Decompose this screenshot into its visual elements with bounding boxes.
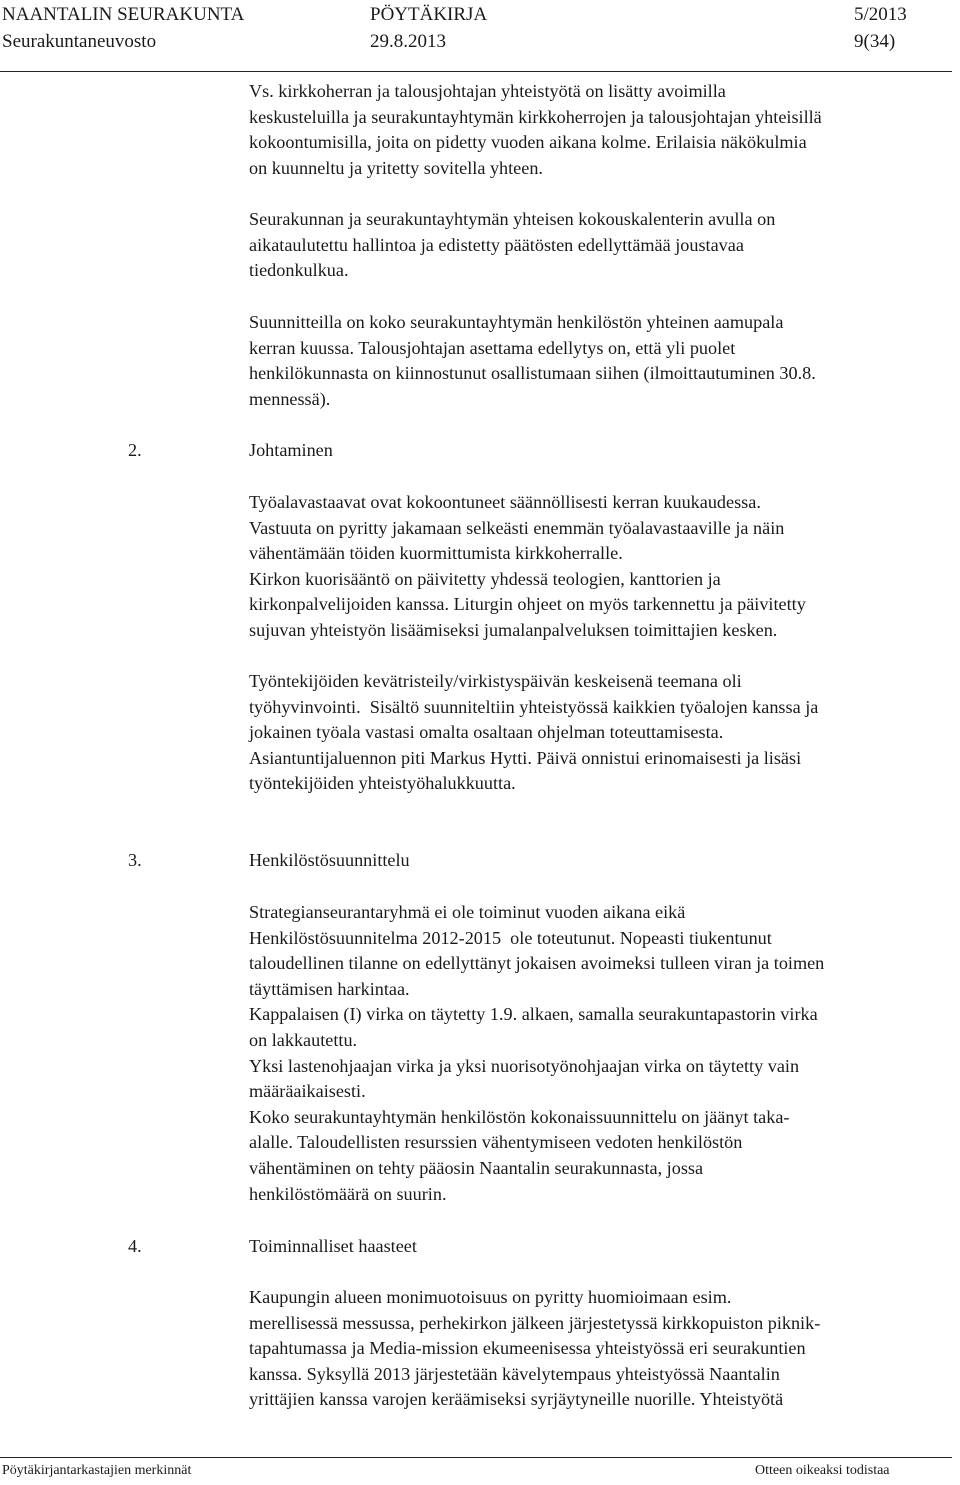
meeting-date: 29.8.2013 bbox=[370, 31, 446, 52]
section-4-title: Toiminnalliset haasteet bbox=[249, 1236, 417, 1256]
page-number: 9(34) bbox=[854, 31, 896, 52]
section-3-number: 3. bbox=[128, 850, 142, 870]
section-4-number: 4. bbox=[128, 1236, 142, 1256]
document-type: PÖYTÄKIRJA bbox=[370, 4, 488, 25]
meeting-body: Seurakuntaneuvosto bbox=[2, 31, 157, 52]
intro-paragraph-2: Seurakunnan ja seurakuntayhtymän yhteisen kokouskalenterin avulla on aikataulutettu hallintoa ja edistetty päätösten edellyttämää joustavaa tiedonkulkua. bbox=[249, 209, 776, 281]
footer-rule bbox=[0, 1457, 952, 1458]
section-2-number: 2. bbox=[128, 440, 142, 460]
intro-paragraph-1: Vs. kirkkoherran ja talousjohtajan yhteistyötä on lisätty avoimilla keskusteluilla ja seurakuntayhtymän kirkkoherrojen ja talousjohtajan yhteisillä kokoontumisilla, joita on pidetty vuoden aikana kolme. Erilaisia näkökulmia on kuunneltu ja yritetty sovitella yhteen. bbox=[249, 81, 822, 178]
footer-certification-note: Otteen oikeaksi todistaa bbox=[755, 1463, 890, 1478]
section-2-paragraph-2: Työntekijöiden kevätristeily/virkistyspäivän keskeisenä teemana oli työhyvinvointi. Sisältö suunniteltiin yhteistyössä kaikkien työalojen kanssa ja jokainen työala vastasi omalta osaltaan ohjelman toteuttamisesta. Asiantuntijaluennon piti Markus Hytti. Päivä onnistui erinomaisesti ja lisäsi työntekijöiden yhteistyöhalukkuutta. bbox=[249, 671, 819, 794]
organization-name: NAANTALIN SEURAKUNTA bbox=[2, 4, 245, 25]
section-2-title: Johtaminen bbox=[249, 440, 333, 460]
document-number: 5/2013 bbox=[854, 4, 907, 25]
section-4-paragraph-1: Kaupungin alueen monimuotoisuus on pyritty huomioimaan esim. merellisessä messussa, perhekirkon jälkeen järjestetyssä kirkkopuiston piknik- tapahtumassa ja Media-mission ekumeenisessa yhteistyössä eri seurakuntien kanssa. Syksyllä 2013 järjestetään kävelytempaus yhteistyössä Naantalin yrittäjien kanssa varojen keräämiseksi syrjäytyneille nuorille. Yhteistyötä bbox=[249, 1287, 821, 1410]
footer-reviewers-note: Pöytäkirjantarkastajien merkinnät bbox=[2, 1463, 192, 1478]
intro-paragraph-3: Suunnitteilla on koko seurakuntayhtymän henkilöstön yhteinen aamupala kerran kuussa. Talousjohtajan asettama edellytys on, että yli puolet henkilökunnasta on kiinnostunut osallistumaan siihen (ilmoittautuminen 30.8. mennessä). bbox=[249, 312, 816, 409]
section-3-paragraph-1: Strategianseurantaryhmä ei ole toiminut vuoden aikana eikä Henkilöstösuunnitelma 2012-2015 ole toteutunut. Nopeasti tiukentunut taloudellinen tilanne on edellyttänyt jokaisen avoimeksi tulleen viran ja toimen täyttämisen harkintaa. Kappalaisen (I) virka on täytetty 1.9. alkaen, samalla seurakuntapastorin virka on lakkautettu. Yksi lastenohjaajan virka ja yksi nuorisotyönohjaajan virka on täytetty vain määräaikaisesti. Koko seurakuntayhtymän henkilöstön kokonaissuunnittelu on jäänyt taka- alalle. Taloudellisten resurssien vähentymiseen vedoten henkilöstön vähentäminen on tehty pääosin Naantalin seurakunnasta, jossa henkilöstömäärä on suurin. bbox=[249, 902, 825, 1204]
section-3-title: Henkilöstösuunnittelu bbox=[249, 850, 410, 870]
header-rule bbox=[0, 71, 952, 72]
section-2-paragraph-1: Työalavastaavat ovat kokoontuneet säännöllisesti kerran kuukaudessa. Vastuuta on pyritty jakamaan selkeästi enemmän työalavastaaville ja näin vähentämään töiden kuormittumista kirkkoherralle. Kirkon kuorisääntö on päivitetty yhdessä teologien, kanttorien ja kirkonpalvelijoiden kanssa. Liturgin ohjeet on myös tarkennettu ja päivitetty sujuvan yhteistyön lisäämiseksi jumalanpalveluksen toimittajien kesken. bbox=[249, 492, 806, 640]
